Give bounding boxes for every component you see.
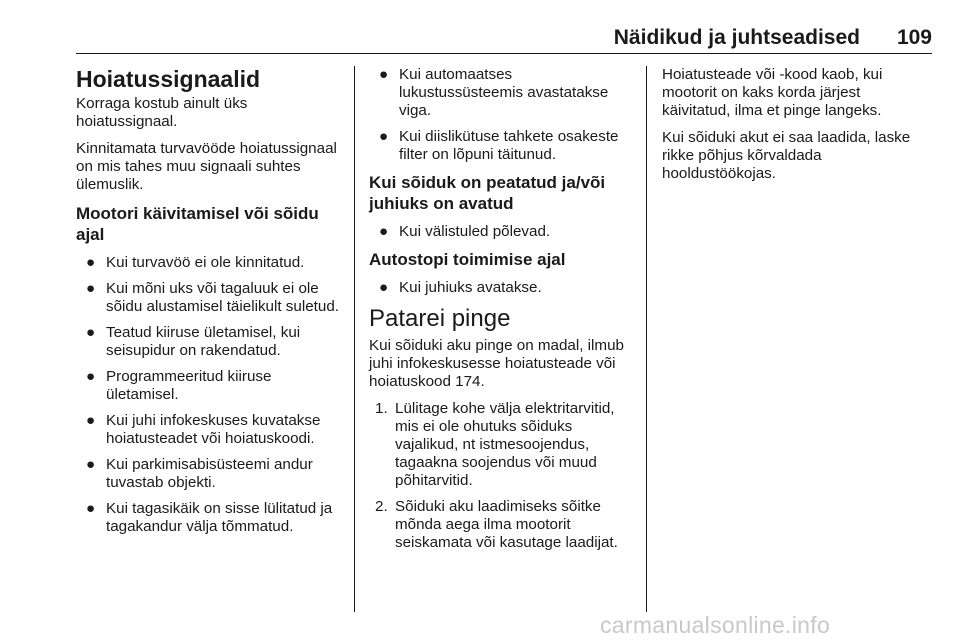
section-heading-patarei-pinge: Patarei pinge [369, 305, 511, 332]
column-2 [369, 66, 637, 560]
bullet-icon: ● [86, 280, 96, 297]
list-item-text: Kui turvavöö ei ole kinnitatud. [106, 254, 305, 271]
column-3 [662, 66, 930, 192]
bullet-icon: ● [379, 223, 389, 240]
list-item [76, 280, 344, 316]
bullet-icon: ● [379, 279, 389, 296]
bullet-list [369, 279, 637, 297]
page-number: 109 [896, 26, 932, 49]
paragraph: Kinnitamata turvavööde hoiatussignaal on mis tahes muu signaali suhtes ülemuslik. [76, 140, 337, 193]
subheading: Kui sõiduk on peatatud ja/või juhiuks on avatud [369, 173, 606, 213]
header-title: Näidikud ja juhtseadised [613, 26, 860, 49]
list-item [369, 66, 637, 120]
bullet-icon: ● [86, 456, 96, 473]
list-item-text: Teatud kiiruse ületamisel, kui seisupidur on rakendatud. [106, 324, 301, 359]
bullet-icon: ● [86, 368, 96, 385]
list-item [369, 400, 637, 490]
bullet-icon: ● [379, 128, 389, 145]
list-item [369, 128, 637, 164]
paragraph: Hoiatusteade või -kood kaob, kui mootorit on kaks korda järjest käivitatud, ilma et pinge langeks. [662, 66, 883, 119]
bullet-icon: ● [379, 66, 389, 83]
list-item [76, 412, 344, 448]
bullet-list [369, 223, 637, 241]
list-item-text: Kui juhiuks avatakse. [399, 279, 542, 296]
column-divider-1 [354, 66, 355, 612]
list-item-text: Lülitage kohe välja elektritarvitid, mis ei ole ohutuks sõiduks vajalikud, nt istmesoojendus, tagaakna soojendus või muud põhitarvitid. [395, 400, 615, 489]
list-item-text: Kui diislikütuse tahkete osakeste filter on lõpuni täitunud. [399, 128, 619, 163]
list-item-text: Kui automaatses lukustussüsteemis avastatakse viga. [399, 66, 609, 119]
bullet-icon: ● [86, 500, 96, 517]
list-item-text: Sõiduki aku laadimiseks sõitke mõnda aega ilma mootorit seiskamata või kasutage laadijat. [395, 498, 618, 551]
subheading: Autostopi toimimise ajal [369, 250, 566, 269]
bullet-icon: ● [86, 254, 96, 271]
paragraph: Kui sõiduki aku pinge on madal, ilmub juhi infokeskusesse hoiatusteade või hoiatuskood 174. [369, 337, 624, 390]
list-item [369, 498, 637, 552]
list-item [369, 279, 637, 297]
list-item-text: Kui tagasikäik on sisse lülitatud ja tagakandur välja tõmmatud. [106, 500, 333, 535]
list-item [76, 456, 344, 492]
column-divider-2 [646, 66, 647, 612]
list-item [369, 223, 637, 241]
list-item [76, 500, 344, 536]
step-number: 1. [375, 400, 388, 417]
list-item [76, 324, 344, 360]
paragraph: Korraga kostub ainult üks hoiatussignaal. [76, 95, 248, 130]
list-item-text: Kui juhi infokeskuses kuvatakse hoiatusteadet või hoiatuskoodi. [106, 412, 321, 447]
list-item-text: Kui parkimisabisüsteemi andur tuvastab objekti. [106, 456, 313, 491]
subheading: Mootori käivitamisel või sõidu ajal [76, 204, 319, 244]
paragraph: Kui sõiduki akut ei saa laadida, laske rikke põhjus kõrvaldada hooldustöökojas. [662, 129, 911, 182]
section-heading-hoiatussignaalid: Hoiatussignaalid [76, 66, 261, 92]
numbered-list [369, 400, 637, 552]
bullet-icon: ● [86, 324, 96, 341]
bullet-list [369, 66, 637, 164]
watermark: carmanualsonline.info [600, 612, 831, 638]
header-rule [76, 53, 932, 54]
column-1 [76, 66, 344, 544]
list-item-text: Programmeeritud kiiruse ületamisel. [106, 368, 272, 403]
list-item [76, 368, 344, 404]
list-item-text: Kui välistuled põlevad. [399, 223, 551, 240]
bullet-icon: ● [86, 412, 96, 429]
list-item-text: Kui mõni uks või tagaluuk ei ole sõidu alustamisel täielikult suletud. [106, 280, 339, 315]
step-number: 2. [375, 498, 388, 515]
list-item [76, 254, 344, 272]
bullet-list [76, 254, 344, 536]
